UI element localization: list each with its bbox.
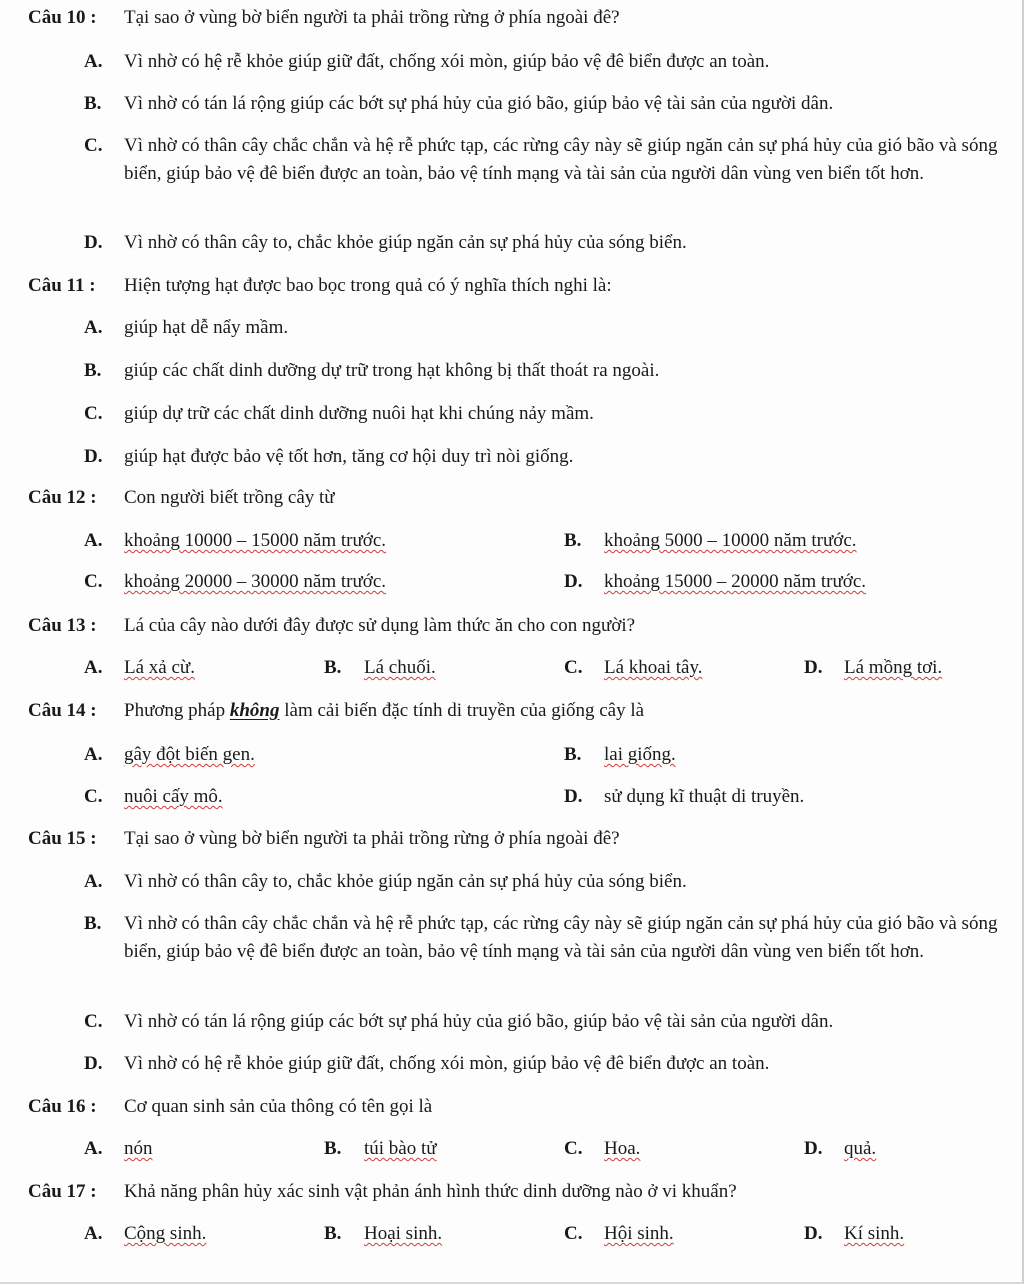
option-text: túi bào tử [364,1138,437,1159]
question-text-post: làm cải biến đặc tính di truyền của giống cây là [284,700,645,721]
option-text: Lá chuối. [364,657,436,678]
question-16-option-d [804,1135,876,1163]
question-text: Cơ quan sinh sản của thông có tên gọi là [124,1096,433,1117]
option-text: giúp các chất dinh dưỡng dự trữ trong hạt không bị thất thoát ra ngoài. [124,360,660,381]
question-11-option-b [84,357,1004,385]
question-number: Câu 13 : [28,615,97,636]
option-text: Vì nhờ có tán lá rộng giúp các bớt sự phá hủy của gió bão, giúp bảo vệ tài sản của người dân. [124,1011,834,1032]
option-letter: D. [804,657,823,678]
option-text: gây đột biến gen. [124,744,255,765]
option-letter: C. [84,135,103,156]
question-text: Con người biết trồng cây từ [124,487,335,508]
question-13-option-c [564,654,702,682]
question-text: Khả năng phân hủy xác sinh vật phản ánh hình thức dinh dưỡng nào ở vi khuẩn? [124,1181,737,1202]
option-text: Hoa. [604,1138,641,1159]
question-13-option-d [804,654,942,682]
option-letter: D. [564,571,583,592]
question-17-option-d [804,1220,904,1248]
option-letter: C. [564,1223,583,1244]
question-14-option-d [564,783,804,811]
option-letter: C. [84,786,103,807]
question-10-stem [28,4,620,31]
question-17-option-b [324,1220,442,1248]
question-16-option-c [564,1135,640,1163]
option-letter: B. [324,657,342,678]
option-letter: D. [804,1138,823,1159]
option-letter: D. [84,446,103,467]
question-17-stem [28,1178,737,1205]
question-14-stem [28,697,644,724]
question-11-option-d [84,443,1004,471]
question-11-option-c [84,400,1004,428]
option-letter: B. [84,93,102,114]
option-letter: A. [84,1223,103,1244]
option-letter: B. [84,360,102,381]
question-text: Tại sao ở vùng bờ biển người ta phải trồng rừng ở phía ngoài đê? [124,828,620,849]
option-text: nuôi cấy mô. [124,786,223,807]
option-text: Cộng sinh. [124,1223,207,1244]
option-text: sử dụng kĩ thuật di truyền. [604,786,805,807]
question-11-option-a [84,314,1004,342]
option-letter: B. [324,1223,342,1244]
option-text: khoảng 15000 – 20000 năm trước. [604,571,867,592]
option-letter: A. [84,51,103,72]
option-letter: D. [84,1053,103,1074]
option-text: Vì nhờ có thân cây chắc chắn và hệ rễ phức tạp, các rừng cây này sẽ giúp ngăn cản sự phá hủy của gió bão và sóng biển, giúp bảo vệ đê biển được an toàn, bảo vệ tính mạng và tài sản của người dân vùng ven biển tốt hơn. [124,913,998,962]
option-text: quả. [844,1138,877,1159]
question-16-option-a [84,1135,153,1163]
option-letter: C. [564,1138,583,1159]
option-text: Kí sinh. [844,1223,905,1244]
question-number: Câu 15 : [28,828,97,849]
option-text: Hoại sinh. [364,1223,443,1244]
option-letter: A. [84,317,103,338]
question-text: Tại sao ở vùng bờ biển người ta phải trồng rừng ở phía ngoài đê? [124,7,620,28]
question-12-option-c [84,568,386,596]
question-15-option-a [84,868,1004,896]
option-text: Vì nhờ có thân cây to, chắc khỏe giúp ngăn cản sự phá hủy của sóng biển. [124,871,687,892]
option-text: Lá mồng tơi. [844,657,943,678]
question-17-option-a [84,1220,206,1248]
question-14-option-a [84,741,255,769]
question-number: Câu 12 : [28,487,97,508]
option-text: Vì nhờ có thân cây to, chắc khỏe giúp ngăn cản sự phá hủy của sóng biển. [124,232,687,253]
question-13-option-b [324,654,436,682]
option-letter: A. [84,657,103,678]
option-text: Vì nhờ có tán lá rộng giúp các bớt sự phá hủy của gió bão, giúp bảo vệ tài sản của người dân. [124,93,834,114]
question-12-option-b [564,527,857,555]
question-13-option-a [84,654,195,682]
option-letter: B. [324,1138,342,1159]
question-14-option-b [564,741,676,769]
question-number: Câu 11 : [28,275,96,296]
question-16-stem [28,1093,432,1120]
option-text: Vì nhờ có hệ rễ khỏe giúp giữ đất, chống xói mòn, giúp bảo vệ đê biển được an toàn. [124,51,770,72]
option-text: Hội sinh. [604,1223,674,1244]
option-letter: C. [84,1011,103,1032]
question-15-option-b [84,910,1004,966]
option-letter: D. [804,1223,823,1244]
option-letter: A. [84,530,103,551]
question-17-option-c [564,1220,674,1248]
question-number: Câu 14 : [28,700,97,721]
question-15-option-c [84,1008,1004,1036]
option-text: khoảng 10000 – 15000 năm trước. [124,530,387,551]
question-number: Câu 17 : [28,1181,97,1202]
option-text: lai giống. [604,744,676,765]
option-text: giúp hạt dễ nẩy mầm. [124,317,289,338]
option-text: Lá khoai tây. [604,657,703,678]
question-10-option-d [84,229,1004,257]
option-letter: A. [84,1138,103,1159]
question-13-stem [28,612,635,639]
option-text: khoảng 20000 – 30000 năm trước. [124,571,387,592]
option-text: Vì nhờ có hệ rễ khỏe giúp giữ đất, chống xói mòn, giúp bảo vệ đê biển được an toàn. [124,1053,770,1074]
option-letter: C. [564,657,583,678]
option-text: nón [124,1138,153,1159]
option-letter: D. [564,786,583,807]
option-text: Vì nhờ có thân cây chắc chắn và hệ rễ phức tạp, các rừng cây này sẽ giúp ngăn cản sự phá hủy của gió bão và sóng biển, giúp bảo vệ đê biển được an toàn, bảo vệ tính mạng và tài sản của người dân vùng ven biển tốt hơn. [124,135,998,184]
option-letter: B. [564,530,582,551]
question-15-option-d [84,1050,1004,1078]
option-letter: B. [84,913,102,934]
option-letter: A. [84,744,103,765]
question-text-pre: Phương pháp [124,700,226,721]
question-10-option-a [84,48,1004,76]
question-10-option-b [84,90,1004,118]
question-12-option-a [84,527,386,555]
option-letter: B. [564,744,582,765]
question-14-option-c [84,783,223,811]
question-text: Lá của cây nào dưới đây được sử dụng làm thức ăn cho con người? [124,615,636,636]
question-12-stem [28,484,335,511]
option-text: giúp hạt được bảo vệ tốt hơn, tăng cơ hội duy trì nòi giống. [124,446,574,467]
question-12-option-d [564,568,866,596]
question-15-stem [28,825,620,852]
question-11-stem [28,272,612,299]
option-letter: C. [84,571,103,592]
option-letter: A. [84,871,103,892]
question-16-option-b [324,1135,437,1163]
option-letter: C. [84,403,103,424]
option-text: khoảng 5000 – 10000 năm trước. [604,530,857,551]
question-number: Câu 10 : [28,7,97,28]
question-text: Hiện tượng hạt được bao bọc trong quả có ý nghĩa thích nghi là: [124,275,612,296]
option-text: Lá xả cừ. [124,657,195,678]
option-text: giúp dự trữ các chất dinh dưỡng nuôi hạt khi chúng nảy mầm. [124,403,594,424]
option-letter: D. [84,232,103,253]
question-number: Câu 16 : [28,1096,97,1117]
negation-word: không [229,700,280,721]
question-10-option-c [84,132,1004,188]
